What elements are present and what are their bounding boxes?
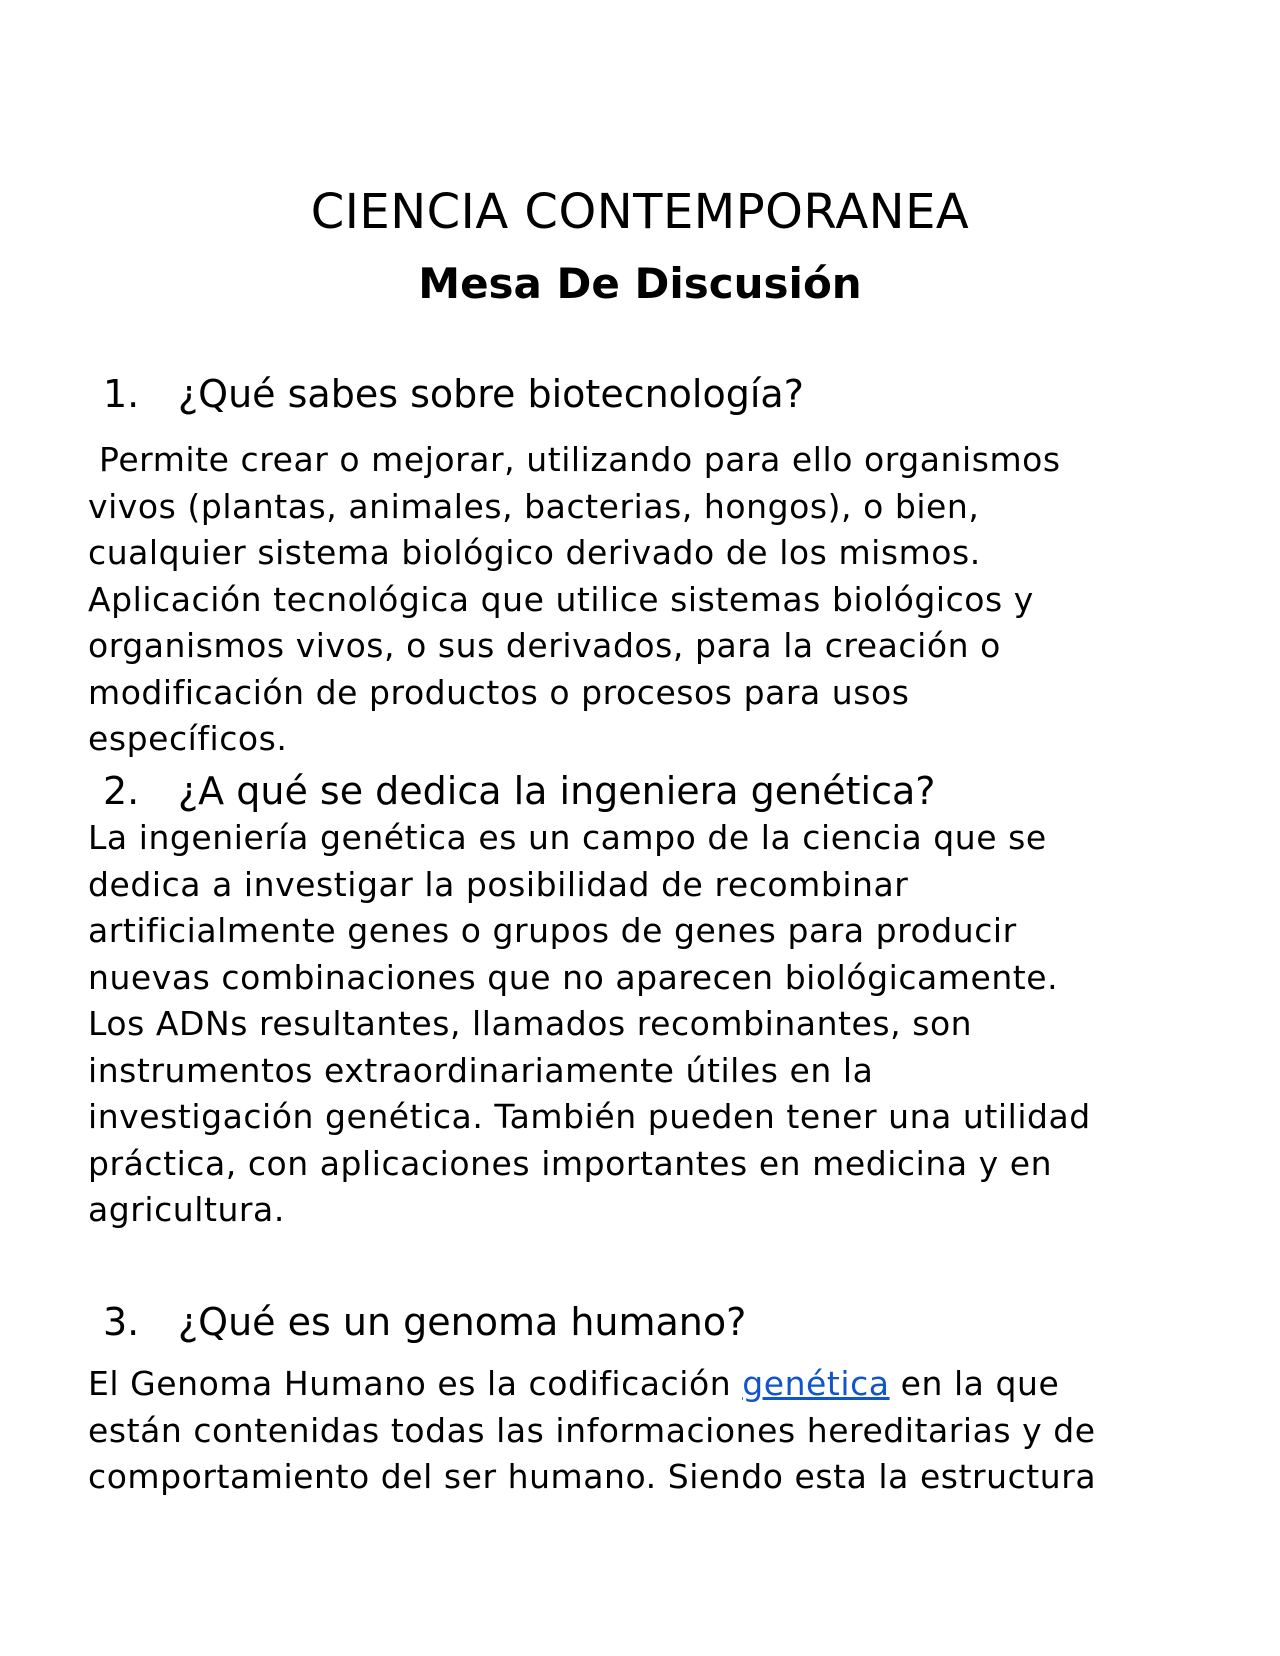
question-1 (103, 369, 804, 419)
answer-3-line: están contenidas todas las informaciones hereditarias y de (88, 1410, 1096, 1450)
question-3-text: ¿Qué es un genoma humano? (178, 1300, 747, 1344)
answer-2-line: práctica, con aplicaciones importantes en medicina y en (88, 1143, 1053, 1183)
question-3-number: 3. (103, 1300, 140, 1344)
document-subtitle: Mesa De Discusión (418, 259, 862, 308)
answer-3-text-after-link: en la que (889, 1364, 1060, 1403)
document-title: CIENCIA CONTEMPORANEA (310, 184, 970, 240)
question-2 (103, 766, 935, 816)
answer-2-line: agricultura. (88, 1190, 285, 1229)
answer-2-line: artificialmente genes o grupos de genes para producir (88, 911, 1017, 950)
question-2-text: ¿A qué se dedica la ingeniera genética? (178, 769, 936, 813)
answer-2-line: Los ADNs resultantes, llamados recombinantes, son (88, 1004, 973, 1043)
question-1-number: 1. (103, 372, 140, 416)
answer-2-line: investigación genética. También pueden tener una utilidad (88, 1097, 1091, 1136)
genetica-link[interactable]: genética (742, 1364, 890, 1403)
answer-2 (88, 815, 1218, 1234)
answer-3 (88, 1361, 1218, 1501)
answer-1-line: Aplicación tecnológica que utilice sistemas biológicos y (88, 579, 1034, 619)
answer-3-line: comportamiento del ser humano. Siendo esta la estructura (88, 1457, 1097, 1496)
answer-1 (88, 437, 1218, 763)
answer-1-line: cualquier sistema biológico derivado de los mismos. (88, 533, 981, 572)
answer-2-line: nuevas combinaciones que no aparecen biológicamente. (88, 957, 1059, 997)
answer-1-line: modificación de productos o procesos para usos (88, 672, 910, 712)
answer-1-line: vivos (plantas, animales, bacterias, hongos), o bien, (88, 486, 980, 526)
answer-3-line (88, 1361, 1218, 1408)
answer-2-line: La ingeniería genética es un campo de la ciencia que se (88, 818, 1047, 857)
answer-1-line: específicos. (88, 719, 288, 758)
answer-1-line: Permite crear o mejorar, utilizando para ello organismos (88, 440, 1061, 479)
answer-1-line: organismos vivos, o sus derivados, para la creación o (88, 626, 1001, 665)
answer-3-text-before-link: El Genoma Humano es la codificación (88, 1364, 743, 1403)
question-2-number: 2. (103, 769, 140, 813)
question-1-text: ¿Qué sabes sobre biotecnología? (178, 372, 804, 416)
answer-2-line: instrumentos extraordinariamente útiles en la (88, 1050, 874, 1090)
question-3 (103, 1297, 746, 1347)
answer-2-line: dedica a investigar la posibilidad de recombinar (88, 864, 909, 904)
